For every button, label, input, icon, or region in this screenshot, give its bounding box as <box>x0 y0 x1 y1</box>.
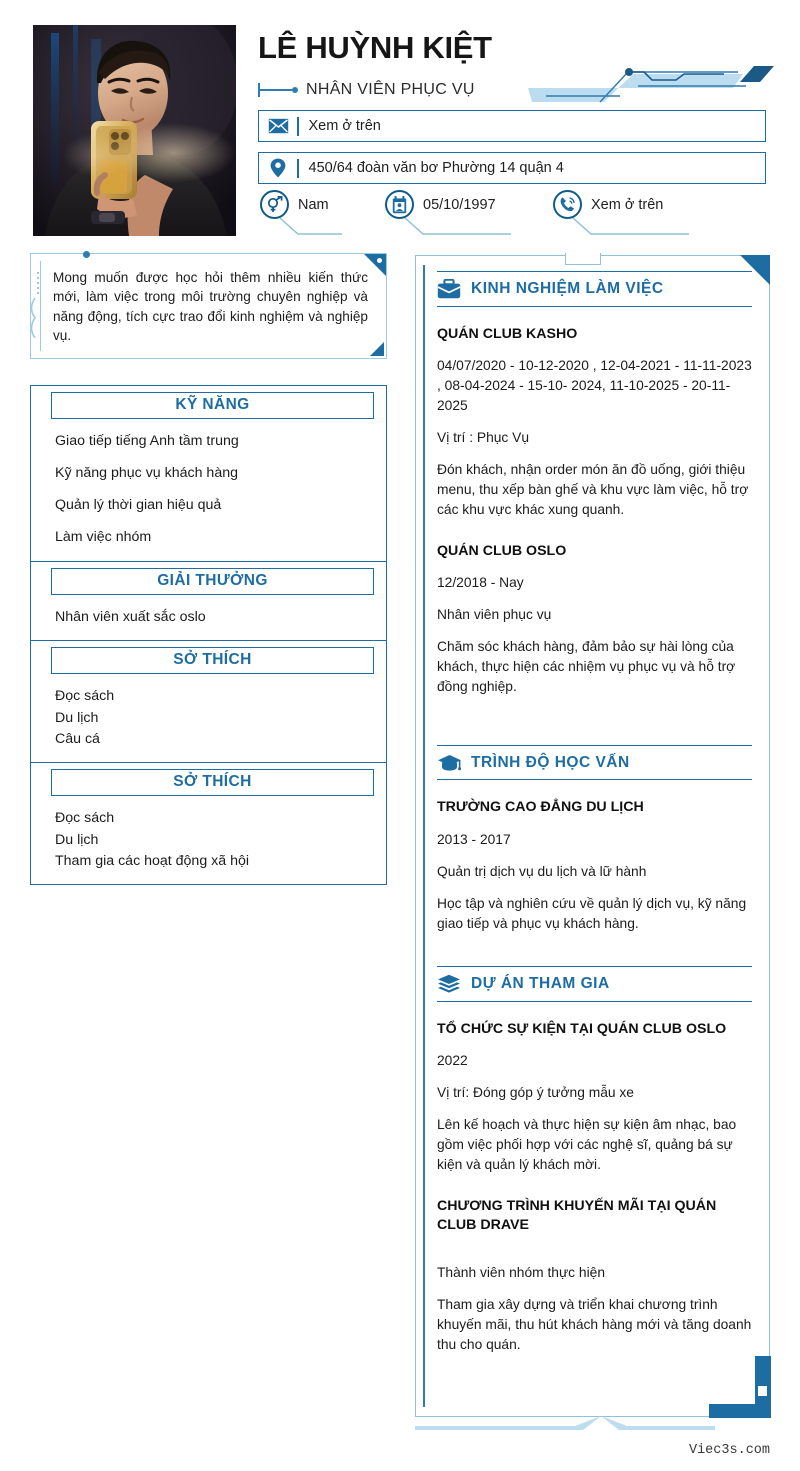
entry-dates: 04/07/2020 - 10-12-2020 , 12-04-2021 - 11-11-2023 , 08-04-2024 - 15-10- 2024, 11-10-2025 - 20-11-2025 <box>437 358 752 414</box>
panel-hobbies-2 <box>30 763 387 885</box>
panel-title-awards: GIẢI THƯỞNG <box>51 568 374 595</box>
entry-position: Thành viên nhóm thực hiện <box>437 1265 606 1281</box>
entry-dates: 12/2018 - Nay <box>437 575 524 591</box>
cv-header <box>0 0 800 245</box>
entry-title: QUÁN CLUB KASHO <box>437 326 578 342</box>
bottom-decoration <box>415 1414 770 1434</box>
panel-title-hobbies-2: SỞ THÍCH <box>51 769 374 796</box>
inner-rail <box>423 265 425 1407</box>
entry-description: Tham gia xây dựng và triển khai chương trình khuyến mãi, thu hút khách hàng mới và tăng doanh thu cho quán. <box>437 1297 752 1353</box>
panel-title-skills: KỸ NĂNG <box>51 392 374 419</box>
dotted-rail <box>37 272 39 298</box>
section-title-education: TRÌNH ĐỘ HỌC VẤN <box>471 753 630 771</box>
envelope-icon <box>259 118 297 134</box>
entry-dates: 2022 <box>437 1052 468 1068</box>
panel-body-hobbies-1 <box>31 674 386 762</box>
entry-position: Vị trí: Đóng góp ý tưởng mẫu xe <box>437 1084 634 1100</box>
right-column <box>415 255 770 1417</box>
underline-decoration <box>278 214 344 236</box>
list-item: Làm việc nhóm <box>55 529 152 546</box>
list-item: Kỹ năng phục vụ khách hàng <box>55 465 238 482</box>
inner-rail <box>40 261 41 351</box>
entry-major: Quản trị dịch vụ du lịch và lữ hành <box>437 863 647 879</box>
panel-hobbies-1 <box>30 641 387 763</box>
contact-phone-value: Xem ở trên <box>591 196 664 213</box>
section-header-education <box>437 745 752 780</box>
entry-title: QUÁN CLUB OSLO <box>437 543 567 560</box>
panel-body-hobbies-2 <box>31 796 386 884</box>
entry-description: Chăm sóc khách hàng, đảm bảo sự hài lòng của khách, thực hiện các nhiệm vụ phục vụ và hỗ trợ đồng nghiệp. <box>437 639 736 695</box>
list-item: Câu cá <box>55 731 100 748</box>
portrait-photo-graphic <box>33 25 236 236</box>
entry-position: Nhân viên phục vụ <box>437 607 552 623</box>
list-item: Đọc sách <box>55 688 115 705</box>
objective-box <box>30 253 387 359</box>
contact-address-value: 450/64 đoàn văn bơ Phường 14 quận 4 <box>308 160 564 176</box>
list-item: Giao tiếp tiếng Anh tầm trung <box>55 433 239 450</box>
panel-body-awards <box>31 595 386 640</box>
profile-photo <box>33 25 236 236</box>
experience-entry <box>437 542 752 697</box>
frame-notch <box>565 253 601 265</box>
entry-dates: 2013 - 2017 <box>437 831 511 847</box>
panel-skills <box>30 385 387 562</box>
corner-accent-bottom-right <box>370 342 384 356</box>
section-header-experience <box>437 271 752 307</box>
panel-title-hobbies-1: SỞ THÍCH <box>51 647 374 674</box>
spacer <box>437 719 752 745</box>
spacer <box>437 956 752 966</box>
entry-description: Lên kế hoạch và thực hiện sự kiện âm nhạc, bao gồm việc phối hợp với các nghệ sĩ, quảng bá sự kiện và quản lý khách mời. <box>437 1116 737 1172</box>
briefcase-icon <box>437 279 471 299</box>
underline-decoration <box>403 214 513 236</box>
list-item: Du lịch <box>55 709 99 726</box>
education-entry <box>437 798 752 933</box>
job-role-label: NHÂN VIÊN PHỤC VỤ <box>306 81 475 98</box>
project-entry <box>437 1197 752 1355</box>
panel-awards <box>30 562 387 641</box>
location-pin-icon <box>259 158 297 178</box>
section-header-projects <box>437 966 752 1002</box>
page-title: LÊ HUỲNH KIỆT <box>258 30 492 65</box>
entry-title: CHƯƠNG TRÌNH KHUYẾN MÃI TẠI QUÁN CLUB DRAVE <box>437 1197 717 1233</box>
contact-address[interactable] <box>258 152 766 184</box>
list-item: Đọc sách <box>55 810 115 827</box>
brace-decoration <box>27 298 37 338</box>
right-content <box>437 271 752 1377</box>
graduation-cap-icon <box>437 753 471 772</box>
experience-entry <box>437 325 752 520</box>
arrow-marker-icon <box>258 83 300 97</box>
entry-description: Đón khách, nhận order món ăn đồ uống, giới thiệu menu, thu xếp bàn ghế và khu vực làm việc, hỗ trợ các khu vực khác xung quanh. <box>437 462 749 518</box>
job-role <box>258 79 475 101</box>
entry-position: Vị trí : Phục Vụ <box>437 430 530 446</box>
left-column <box>30 253 387 885</box>
list-item: Quản lý thời gian hiệu quả <box>55 497 222 514</box>
entry-description: Học tập và nghiên cứu về quản lý dịch vụ, kỹ năng giao tiếp và phục vụ khách hàng. <box>437 895 747 931</box>
corner-accent-top-right <box>364 254 386 276</box>
circuit-decoration-icon <box>528 58 780 108</box>
panel-body-skills <box>31 419 386 561</box>
contact-gender-value: Nam <box>298 196 329 213</box>
entry-title: TỔ CHỨC SỰ KIỆN TẠI QUÁN CLUB OSLO <box>437 1020 727 1037</box>
layers-icon <box>437 974 471 994</box>
contact-email[interactable] <box>258 110 766 142</box>
contact-email-value: Xem ở trên <box>308 118 381 134</box>
entry-title: TRƯỜNG CAO ĐẲNG DU LỊCH <box>437 799 644 816</box>
accent-dot <box>83 251 90 258</box>
project-entry <box>437 1020 752 1175</box>
site-brand: Viec3s.com <box>688 1443 770 1458</box>
list-item: Nhân viên xuất sắc oslo <box>55 609 206 626</box>
underline-decoration <box>571 214 691 236</box>
corner-dot <box>377 258 382 263</box>
section-title-experience: KINH NGHIỆM LÀM VIỆC <box>471 280 664 297</box>
list-item: Du lịch <box>55 831 99 848</box>
contact-birthdate-value: 05/10/1997 <box>423 196 496 213</box>
section-title-projects: DỰ ÁN THAM GIA <box>471 974 610 992</box>
list-item: Tham gia các hoạt động xã hội <box>55 852 250 869</box>
objective-text: Mong muốn được học hỏi thêm nhiều kiến thức mới, làm việc trong môi trường chuyên nghiệp và năng động, tích cực trao đổi kinh nghiệm và nghiệp vụ. <box>53 270 368 343</box>
